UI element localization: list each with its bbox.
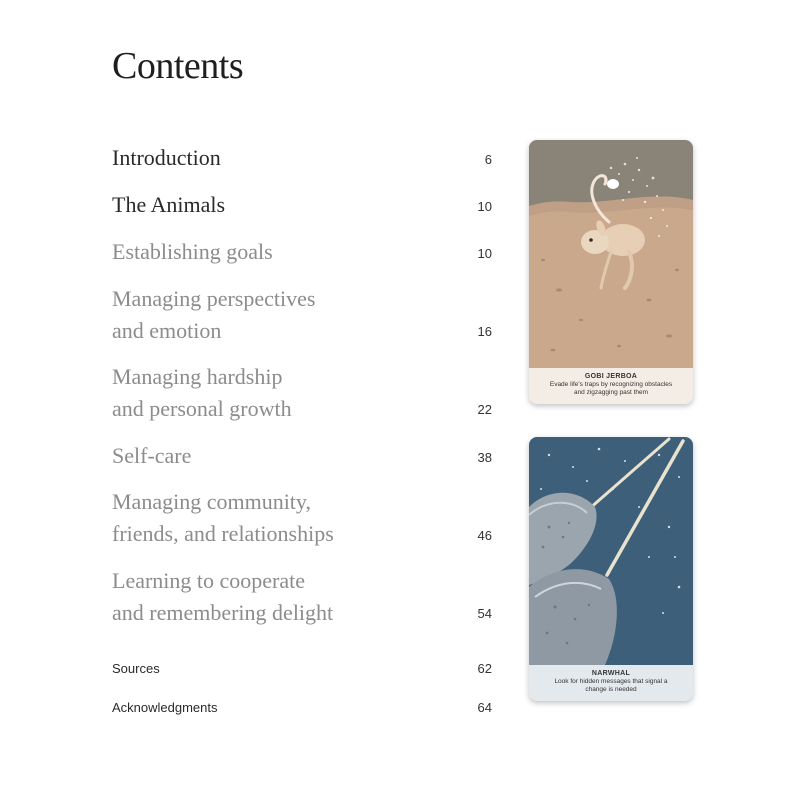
toc-entry-managing-community[interactable] <box>112 486 492 550</box>
toc-entry-page: 10 <box>477 246 492 261</box>
toc-entry-label: Introduction <box>112 145 221 170</box>
card-caption <box>529 368 693 404</box>
toc-entry-page: 22 <box>477 402 492 417</box>
jerboa-illustration <box>529 140 693 368</box>
toc-entry-label: Managing perspectives and emotion <box>112 286 316 343</box>
toc-entry-introduction[interactable] <box>112 142 492 174</box>
toc-entry-page: 46 <box>477 528 492 543</box>
narwhal-card <box>529 437 693 701</box>
toc-entry-acknowledgments[interactable] <box>112 699 492 717</box>
toc-entry-managing-hardship[interactable] <box>112 361 492 425</box>
toc-entry-managing-perspectives[interactable] <box>112 283 492 347</box>
toc-entry-page: 54 <box>477 606 492 621</box>
toc-entry-establishing-goals[interactable] <box>112 236 492 268</box>
gobi-jerboa-card <box>529 140 693 404</box>
toc-entry-page: 10 <box>477 199 492 214</box>
toc-entry-self-care[interactable] <box>112 440 492 472</box>
toc-entry-learning-to-cooperate[interactable] <box>112 565 492 629</box>
toc-entry-page: 16 <box>477 324 492 339</box>
page-title: Contents <box>112 45 244 87</box>
toc-entry-label: Establishing goals <box>112 239 273 264</box>
toc-entry-page: 62 <box>477 661 492 676</box>
card-title: GOBI JERBOA <box>584 373 638 380</box>
toc-entry-label: Learning to cooperate and remembering delight <box>112 568 334 625</box>
toc-entry-page: 6 <box>484 152 492 167</box>
toc-entry-label: Acknowledgments <box>112 700 218 715</box>
card-text: Look for hidden messages that signal a change is needed <box>554 678 668 693</box>
toc-entry-page: 38 <box>477 450 492 465</box>
card-text: Evade life's traps by recognizing obstacles and zigzagging past them <box>549 381 673 396</box>
toc-entry-the-animals[interactable] <box>112 189 492 221</box>
card-caption <box>529 665 693 701</box>
card-title: NARWHAL <box>591 670 631 677</box>
toc-entry-page: 64 <box>477 700 492 715</box>
toc-entry-label: Managing hardship and personal growth <box>112 364 292 421</box>
narwhal-illustration <box>529 437 693 665</box>
toc-entry-label: The Animals <box>112 192 226 217</box>
toc-entry-sources[interactable] <box>112 660 492 678</box>
toc-entry-label: Self-care <box>112 443 192 468</box>
toc-entry-label: Managing community, friends, and relationships <box>112 489 334 546</box>
toc-entry-label: Sources <box>112 661 160 676</box>
